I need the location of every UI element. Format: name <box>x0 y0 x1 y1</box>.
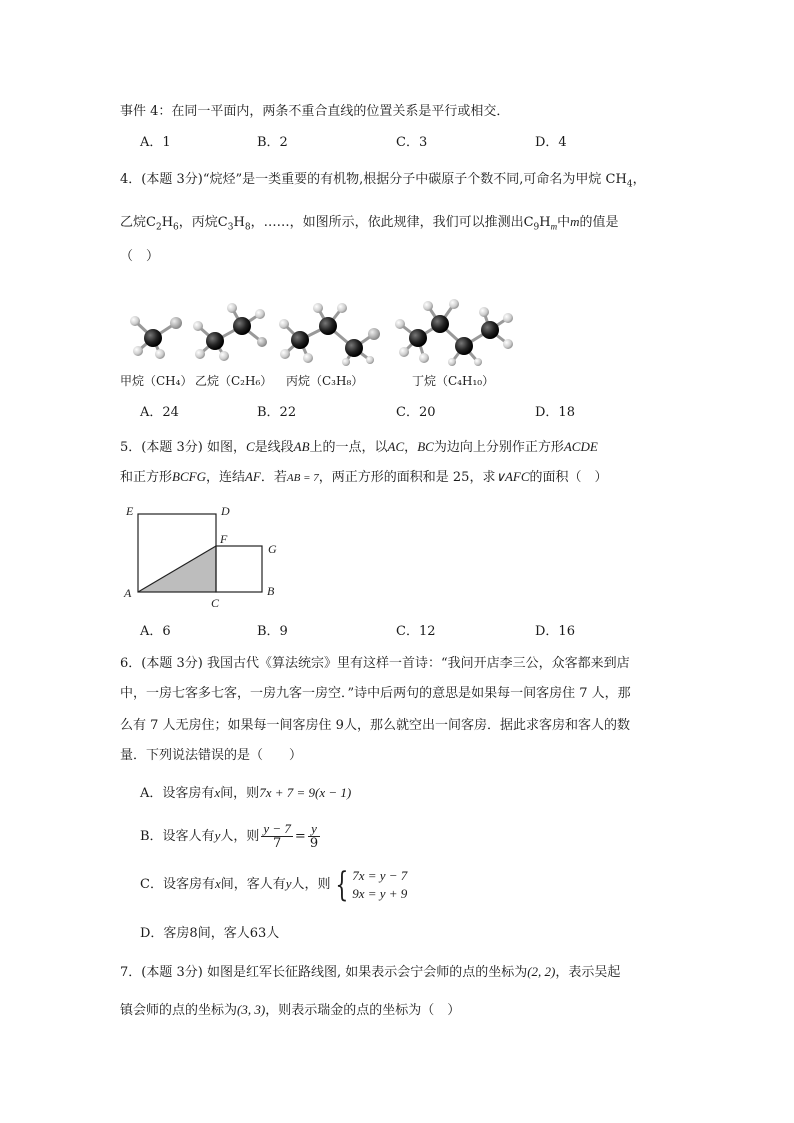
label-d: D <box>221 504 230 518</box>
molecule-labels <box>120 371 540 391</box>
var-m: m <box>570 214 580 229</box>
label-g: G <box>268 542 277 556</box>
label-a: A <box>124 586 132 600</box>
q5-line1: 5．(本题 3分) 如图，C是线段AB上的一点，以AC，BC为边向上分别作正方形ACDE <box>120 439 598 455</box>
q4-rule-text: ，……，如图所示，依此规律，我们可以推测出 <box>250 215 524 230</box>
q5-option-a: A．6 <box>140 624 171 639</box>
q5-option-d: D．16 <box>535 624 575 639</box>
q4-options <box>140 403 660 423</box>
q4-value-text: 的值是 <box>579 215 619 230</box>
label-propane: 丙烷（C₃H₈） <box>286 374 364 388</box>
q3-options <box>140 133 660 153</box>
q6-option-d: D．客房8间，客人63人 <box>140 926 280 941</box>
q4-option-a: A．24 <box>140 405 179 420</box>
q5-line2: 和正方形BCFG，连结AF．若AB = 7，两正方形的面积和是 25，求∨AFC的面积（ ） <box>120 469 608 485</box>
q4-zhong: 中 <box>557 215 571 230</box>
q4-line2 <box>120 212 619 238</box>
q3-option-b: B．2 <box>257 135 288 150</box>
q3-option-d: D．4 <box>535 135 567 150</box>
q6-option-b: B．设客人有y人，则 $\frac{y - 7}{7}$ = $\frac{y}{9}$ <box>140 821 319 851</box>
label-butane: 丁烷（C₄H₁₀） <box>412 374 495 388</box>
label-b: B <box>267 584 275 598</box>
alkane-molecules-figure <box>118 296 538 366</box>
ethane-molecule <box>198 308 262 356</box>
event4-text: 事件 4：在同一平面内，两条不重合直线的位置关系是平行或相交． <box>120 104 510 119</box>
q4-option-d: D．18 <box>535 405 575 420</box>
square-bcfg <box>216 546 262 592</box>
q4-option-c: C．20 <box>396 405 436 420</box>
q4-stem-end: ， <box>632 172 646 187</box>
q4-line1 <box>120 170 646 195</box>
label-c: C <box>211 596 220 610</box>
q6-line2: 中，一房七客多七客，一房九客一房空．”诗中后两句的意思是如果每一间客房住 7 人，那 <box>120 686 631 701</box>
label-f: F <box>220 532 228 546</box>
formula-ch4: $CH_4$ <box>605 172 633 190</box>
q6-option-a: A．设客房有x间，则7x + 7 = 9(x − 1) <box>140 785 352 801</box>
label-methane: 甲烷（CH₄） <box>120 374 193 388</box>
q4-option-b: B．22 <box>257 405 297 420</box>
squares-figure <box>118 500 298 612</box>
q7-line2: 镇会师的点的坐标为(3, 3)，则表示瑞金的点的坐标为（ ） <box>120 1002 461 1018</box>
q6-option-c: C．设客房有x间，客人有y人，则 { 7x = y − 7 9x = y + 9 <box>140 864 408 905</box>
label-ethane: 乙烷（C₂H₆） <box>195 374 273 388</box>
q5-option-b: B．9 <box>257 624 288 639</box>
q5-option-c: C．12 <box>396 624 436 639</box>
label-e: E <box>126 504 134 518</box>
q4-bracket: （ ） <box>120 249 160 264</box>
q6-line1: 6．(本题 3分) 我国古代《算法统宗》里有这样一首诗：“我问开店李三公，众客都来到店 <box>120 656 630 671</box>
formula-c2h6: $C_2H_6$ <box>146 215 179 233</box>
q4-stem-a: 4．(本题 3分)“烷烃”是一类重要的有机物,根据分子中碳原子个数不同,可命名为甲烷 <box>120 172 602 187</box>
q3-option-a: A．1 <box>140 135 171 150</box>
q4-ethane-text: 乙烷 <box>120 215 147 230</box>
formula-c3h8: $C_3H_8$ <box>217 215 251 233</box>
q6-line3: 么有 7 人无房住；如果每一间客房住 9人，那么就空出一间客房．据此求客房和客人的数 <box>120 718 630 733</box>
q6-line4: 量．下列说法错误的是（ ） <box>120 748 303 763</box>
q7-line1: 7．(本题 3分) 如图是红军长征路线图, 如果表示会宁会师的点的坐标为(2, 2)，表示吴起 <box>120 964 621 980</box>
q5-options <box>140 622 660 642</box>
q4-propane-text: ，丙烷 <box>178 215 218 230</box>
q3-option-c: C．3 <box>396 135 428 150</box>
formula-c9hm: $C_9H_m$ <box>523 215 558 233</box>
